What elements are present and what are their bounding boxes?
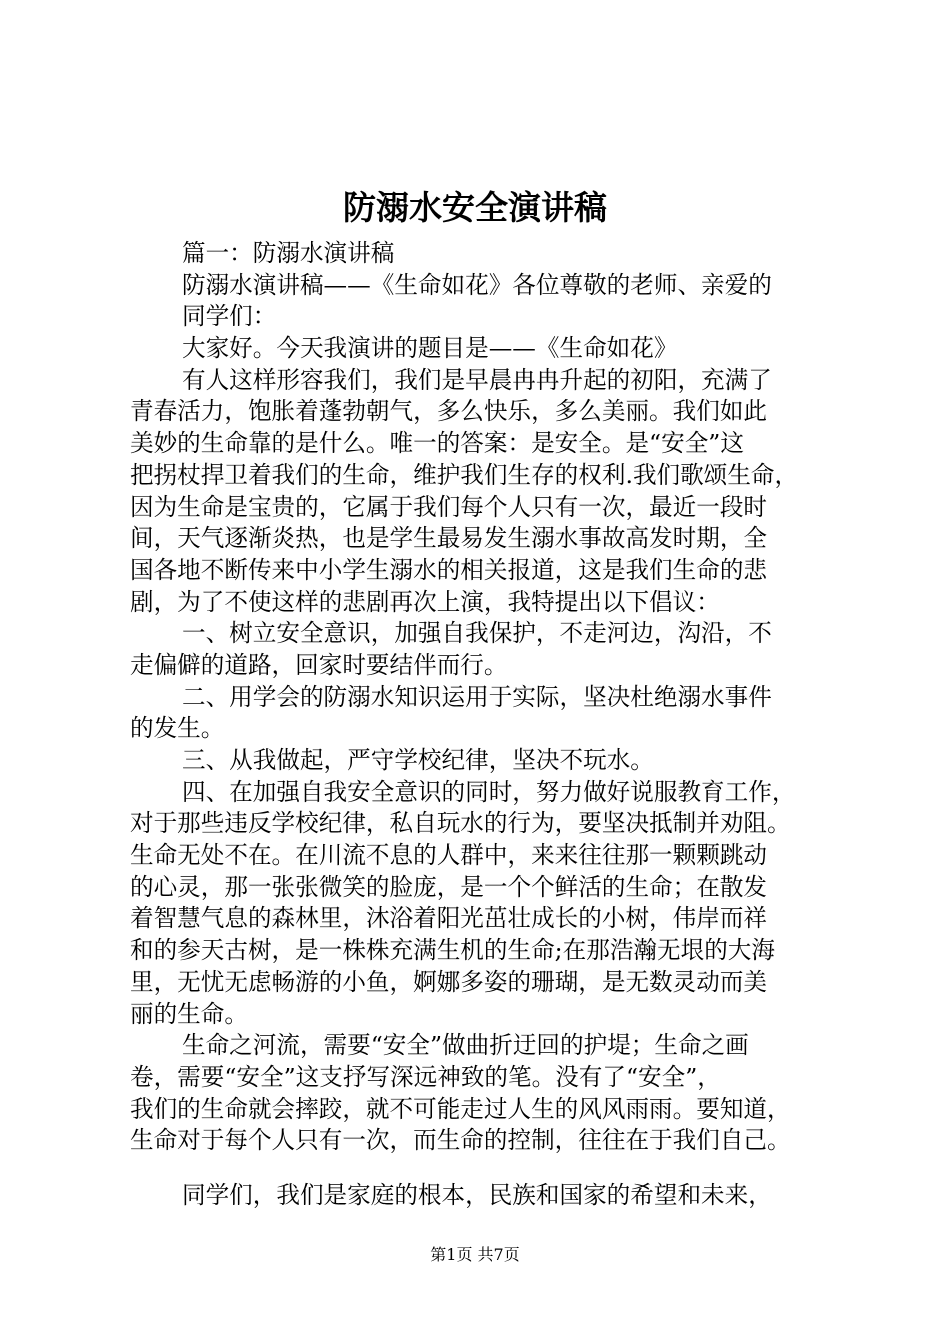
text-line: 三、从我做起，严守学校纪律，坚决不玩水。 (182, 746, 654, 774)
document-body (130, 238, 834, 1212)
text-line: 生命之河流，需要“安全”做曲折迂回的护堤；生命之画 (182, 1031, 749, 1060)
text-line: 同学们： (182, 302, 277, 331)
paragraph-gap (130, 1157, 834, 1180)
document-title: 防溺水安全演讲稿 (343, 188, 607, 227)
text-line: 青春活力，饱胀着蓬勃朝气，多么快乐，多么美丽。我们如此 (130, 397, 768, 426)
text-line: 的发生。 (130, 714, 225, 743)
text-line: 卷，需要“安全”这支抒写深远神致的笔。没有了“安全”， (130, 1062, 721, 1091)
text-line: 走偏僻的道路，回家时要结伴而行。 (130, 650, 508, 679)
text-line: 对于那些违反学校纪律，私自玩水的行为，要坚决抵制并劝阻。 (130, 809, 791, 838)
text-line: 国各地不断传来中小学生溺水的相关报道，这是我们生命的悲 (130, 555, 768, 584)
text-line: 丽的生命。 (130, 999, 248, 1028)
text-line: 生命无处不在。在川流不息的人群中，来来往往那一颗颗跳动 (130, 841, 768, 870)
text-line: 因为生命是宝贵的，它属于我们每个人只有一次，最近一段时 (130, 492, 768, 521)
text-line: 美妙的生命靠的是什么。唯一的答案：是安全。是“安全”这 (130, 429, 744, 458)
text-line: 生命对于每个人只有一次，而生命的控制，往往在于我们自己。 (130, 1126, 791, 1155)
text-line: 四、在加强自我安全意识的同时，努力做好说服教育工作， (182, 777, 796, 806)
text-line: 二、用学会的防溺水知识运用于实际，坚决杜绝溺水事件 (182, 682, 772, 711)
text-line: 着智慧气息的森林里，沐浴着阳光茁壮成长的小树，伟岸而祥 (130, 904, 768, 933)
page-footer: 第1页 共7页 (430, 1245, 520, 1264)
text-line: 的心灵，那一张张微笑的脸庞，是一个个鲜活的生命；在散发 (130, 872, 768, 901)
text-line: 有人这样形容我们，我们是早晨冉冉升起的初阳，充满了 (182, 365, 772, 394)
text-line: 和的参天古树，是一株株充满生机的生命;在那浩瀚无垠的大海 (130, 936, 775, 965)
section-heading: 篇一：防溺水演讲稿 (182, 239, 395, 267)
text-line: 一、树立安全意识，加强自我保护，不走河边，沟沿，不 (182, 619, 772, 648)
text-line: 把拐杖捍卫着我们的生命，维护我们生存的权利.我们歌颂生命， (130, 460, 799, 489)
text-line: 间，天气逐渐炎热，也是学生最易发生溺水事故高发时期，全 (130, 524, 768, 553)
text-line: 防溺水演讲稿——《生命如花》各位尊敬的老师、亲爱的 (182, 270, 772, 299)
text-line: 里，无忧无虑畅游的小鱼，婀娜多姿的珊瑚，是无数灵动而美 (130, 967, 768, 996)
text-line: 我们的生命就会摔跤，就不可能走过人生的风风雨雨。要知道， (130, 1094, 791, 1123)
text-line: 剧，为了不使这样的悲剧再次上演，我特提出以下倡议： (130, 587, 720, 616)
text-line: 大家好。今天我演讲的题目是——《生命如花》 (182, 334, 678, 363)
text-line: 同学们，我们是家庭的根本，民族和国家的希望和未来， (182, 1180, 772, 1209)
